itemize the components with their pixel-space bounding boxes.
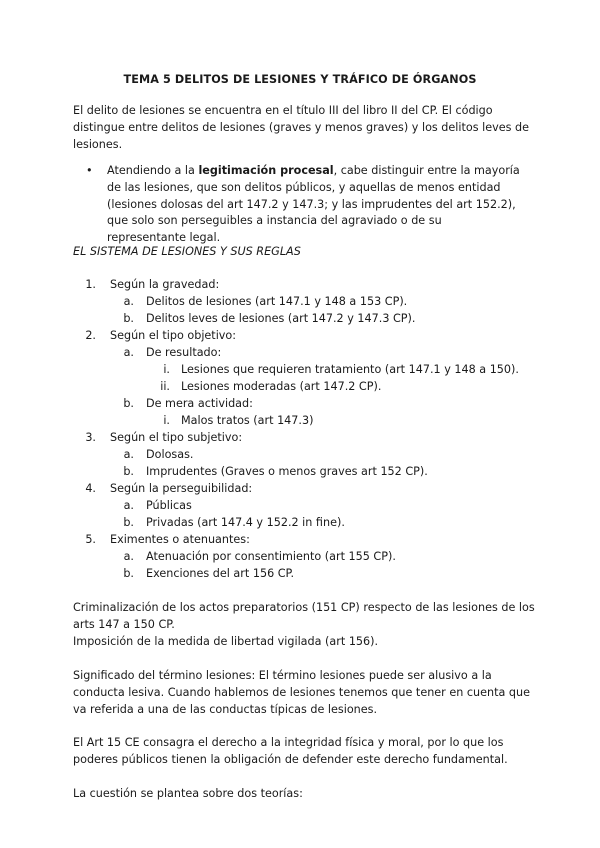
list-marker: ii. [160,380,170,393]
list-marker: b. [123,567,134,580]
paragraph-art15: El Art 15 CE consagra el derecho a la integridad física y moral, por lo que los poderes públicos tienen la obligación de defender este derecho fundamental. [73,736,508,766]
list-item: Exenciones del art 156 CP. [146,567,295,580]
list-item: Lesiones moderadas (art 147.2 CP). [181,380,382,393]
list-marker: 5. [85,533,96,546]
list-item: Malos tratos (art 147.3) [181,414,314,427]
list-marker: 3. [85,431,96,444]
list-marker: a. [123,499,134,512]
list-marker: b. [123,312,134,325]
list-item: De resultado: [146,346,222,359]
list-marker: a. [123,346,134,359]
paragraph-cuestion: La cuestión se plantea sobre dos teorías: [73,787,303,800]
list-item: De mera actividad: [146,397,253,410]
bullet-bold-term: legitimación procesal [198,164,334,177]
list-marker: i. [163,414,170,427]
bullet-rest: , cabe distinguir entre la mayoría de las lesiones, que son delitos públicos, y aquellas de menos entidad (lesiones dolosas del art 147.2 y 147.3; y las imprudentes del art 152.2), que solo son perseguibles a instancia del agraviado o de su representante legal. [107,164,520,245]
paragraph-imposicion: Imposición de la medida de libertad vigilada (art 156). [73,635,379,648]
list-item: Delitos de lesiones (art 147.1 y 148 a 153 CP). [146,295,408,308]
list-item: Dolosas. [146,448,194,461]
list-item: Según la perseguibilidad: [110,482,253,495]
list-marker: b. [123,465,134,478]
list-marker: a. [123,550,134,563]
paragraph-significado: Significado del término lesiones: El término lesiones puede ser alusivo a la conducta lesiva. Cuando hablemos de lesiones tenemos que tener en cuenta que va referida a una de las conductas típicas de lesiones. [73,669,530,716]
list-marker: 4. [85,482,96,495]
list-item: Públicas [146,499,192,512]
list-item: Imprudentes (Graves o menos graves art 152 CP). [146,465,428,478]
document-title: TEMA 5 DELITOS DE LESIONES Y TRÁFICO DE ÓRGANOS [123,73,477,86]
list-item: Eximentes o atenuantes: [110,533,250,546]
list-marker: b. [123,397,134,410]
bullet-glyph: • [86,164,93,177]
section-heading: EL SISTEMA DE LESIONES Y SUS REGLAS [73,245,301,258]
list-item: Atenuación por consentimiento (art 155 CP). [146,550,396,563]
paragraph-criminalizacion: Criminalización de los actos preparatorios (151 CP) respecto de las lesiones de los arts 147 a 150 CP. [73,601,535,631]
list-item: Delitos leves de lesiones (art 147.2 y 147.3 CP). [146,312,416,325]
list-item: Privadas (art 147.4 y 152.2 in fine). [146,516,345,529]
list-marker: b. [123,516,134,529]
list-item: Según el tipo subjetivo: [110,431,243,444]
list-item: Según el tipo objetivo: [110,329,237,342]
bullet-prefix: Atendiendo a la [107,164,199,177]
bullet-text [107,163,521,247]
list-item: Según la gravedad: [110,278,220,291]
list-marker: 2. [85,329,96,342]
list-marker: a. [123,295,134,308]
intro-paragraph: El delito de lesiones se encuentra en el título III del libro II del CP. El código distingue entre delitos de lesiones (graves y menos graves) y los delitos leves de lesiones. [73,104,529,151]
list-item: Lesiones que requieren tratamiento (art 147.1 y 148 a 150). [181,363,519,376]
list-marker: a. [123,448,134,461]
list-marker: i. [163,363,170,376]
list-marker: 1. [85,278,96,291]
